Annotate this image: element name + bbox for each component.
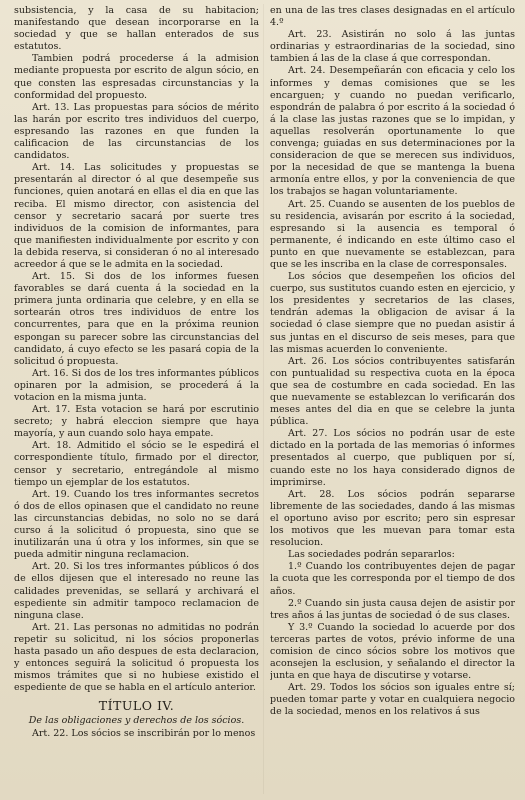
left-paragraph: Art. 16. Si dos de los tres informantes públicos opinaren por la admision, se procederá á la votacion en la misma junta. [14,367,259,403]
right-paragraph: Art. 25. Cuando se ausenten de los pueblos de su residencia, avisarán por escrito á la sociedad, espresando si la ausencia es temporal ó permanente, é indicando en este último caso el punto en que nuevamente se establezcan, para que se les inscriba en la clase de corresponsales. [270,198,515,270]
left-paragraph: Art. 20. Si los tres informantes públicos ó dos de ellos dijesen que el interesado no reune las calidades prevenidas, se sellará y archivará el espediente sin admitir tampoco reclamacion de ninguna clase. [14,561,259,621]
right-column [270,5,515,800]
left-paragraph: Art. 13. Las propuestas para sócios de mérito las harán por escrito tres individuos del cuerpo, espresando las razones en que funden la calificacion de las circunstancias de los candidatos. [14,101,259,162]
right-paragraph: 1.º Cuando los contribuyentes dejen de pagar la cuota que les corresponda por el tiempo de dos años. [270,561,515,597]
right-paragraph: Art. 29. Todos los sócios son iguales entre sí; pueden tomar parte y votar en cualquiera negocio de la sociedad, menos en los relativos á sus [270,682,515,718]
left-paragraph: Art. 14. Las solicitudes y propuestas se presentarán al director ó al que desempeñe sus funciones, quien anotará en ellas el dia en que las reciba. El mismo director, con asistencia del censor y secretario sacará por suerte tres individuos de la comision de informantes, para que manifiesten individualmente por escrito y con la debida reserva, si consideran ó no al interesado acreedor á que se le admita en la sociedad. [14,162,259,270]
section-subtitle: De las obligaciones y derechos de los sócios. [28,715,245,727]
left-paragraph: Tambien podrá procederse á la admision mediante propuesta por escrito de algun sócio, en que consten las espresadas circunstancias y la conformidad del propuesto. [14,53,259,101]
left-paragraph: Art. 19. Cuando los tres informantes secretos ó dos de ellos opinasen que el candidato no reune las circunstancias debidas, no solo no se dará curso á la solicitud ó propuesta, sino que se inutilizarán una ú otra y los informes, sin que se pueda admitir ninguna reclamacion. [14,488,259,561]
left-paragraph: Art. 15. Si dos de los informes fuesen favorables se dará cuenta á la sociedad en la primera junta ordinaria que celebre, y en ella se sortearán otros tres individuos de entre los concurrentes, para que en la próxima reunion espongan su parecer sobre las circunstancias del candidato, á cuyo efecto se les pasará copia de la solicitud ó propuesta. [14,271,259,367]
column-divider [263,4,264,794]
left-column [14,5,259,800]
right-paragraph: Art. 27. Los sócios no podrán usar de este dictado en la portada de las memorias ó informes presentados al cuerpo, que publiquen por sí, cuando este no los haya considerado dignos de imprimirse. [270,428,515,488]
right-paragraph: en una de las tres clases designadas en el artículo 4.º [270,5,515,29]
right-paragraph: 2.º Cuando sin justa causa dejen de asistir por tres años á las juntas de sociedad ó de sus clases. [270,597,515,621]
right-paragraph: Art. 24. Desempeñarán con eficacia y celo los informes y demas comisiones que se les encarguen; y cuando no puedan verificarlo, espondrán de palabra ó por escrito á la sociedad ó á la clase las justas razones que se lo impidan, y aquellas resolverán oportunamente lo que convenga; guiadas en sus determinaciones por la consideracion de que se merecen sus individuos, por la necesidad de que se mantenga la buena armonía entre ellos, y por la conveniencia de que los trabajos se hagan voluntariamente. [270,65,515,198]
left-paragraph: Art. 17. Esta votacion se hará por escrutinio secreto; y habrá eleccion siempre que haya mayoría, y aun cuando solo haya empate. [14,404,259,440]
right-paragraph: Los sócios que desempeñen los oficios del cuerpo, sus sustitutos cuando esten en ejercicio, y los presidentes y secretarios de las clases, tendrán ademas la obligacion de avisar á la sociedad ó clase siempre que no puedan asistir á sus juntas en el discurso de seis meses, para que las mismas acuerden lo conveniente. [270,271,515,355]
left-paragraph: subsistencia, y la casa de su habitacion; manifestando que desean incorporarse en la sociedad y que se hallan enterados de sus estatutos. [14,5,259,53]
left-paragraph: Art. 21. Las personas no admitidas no podrán repetir su solicitud, ni los sócios proponerlas hasta pasado un año despues de esta declaracion, y entonces seguirá la solicitud ó propuesta los mismos trámites que si no hubiese existido el espediente de que se habla en el artículo anterior. [14,621,259,694]
left-paragraph: Art. 18. Admitido el sócio se le espedirá el correspondiente título, firmado por el director, censor y secretario, entregándole al mismo tiempo un ejemplar de los estatutos. [14,440,259,488]
right-paragraph: Art. 28. Los sócios podrán separarse libremente de las sociedades, dando á las mismas el oportuno aviso por escrito; pero sin espresar los motivos que les muevan para tomar esta resolucion. [270,488,515,549]
right-paragraph: Art. 23. Asistirán no solo á las juntas ordinarias y estraordinarias de la sociedad, sino tambien á las de la clase á que correspondan. [270,29,515,65]
right-paragraph: Las sociedades podrán separarlos: [288,549,455,561]
section-title: TÍTULO IV. [98,698,175,714]
right-paragraph: Art. 26. Los sócios contribuyentes satisfarán con puntualidad su respectiva cuota en la época que sea de costumbre en cada sociedad. En las que nuevamente se establezcan lo verificarán dos meses antes del dia en que se celebre la junta pública. [270,355,515,428]
right-paragraph: Y 3.º Cuando la sociedad lo acuerde por dos terceras partes de votos, prévio informe de una comision de cinco sócios sobre los motivos que aconsejen la esclusion, y señalando el director la junta en que haya de discutirse y votarse. [270,621,515,682]
left-tail-paragraph: Art. 22. Los sócios se inscribirán por lo menos [32,727,256,739]
